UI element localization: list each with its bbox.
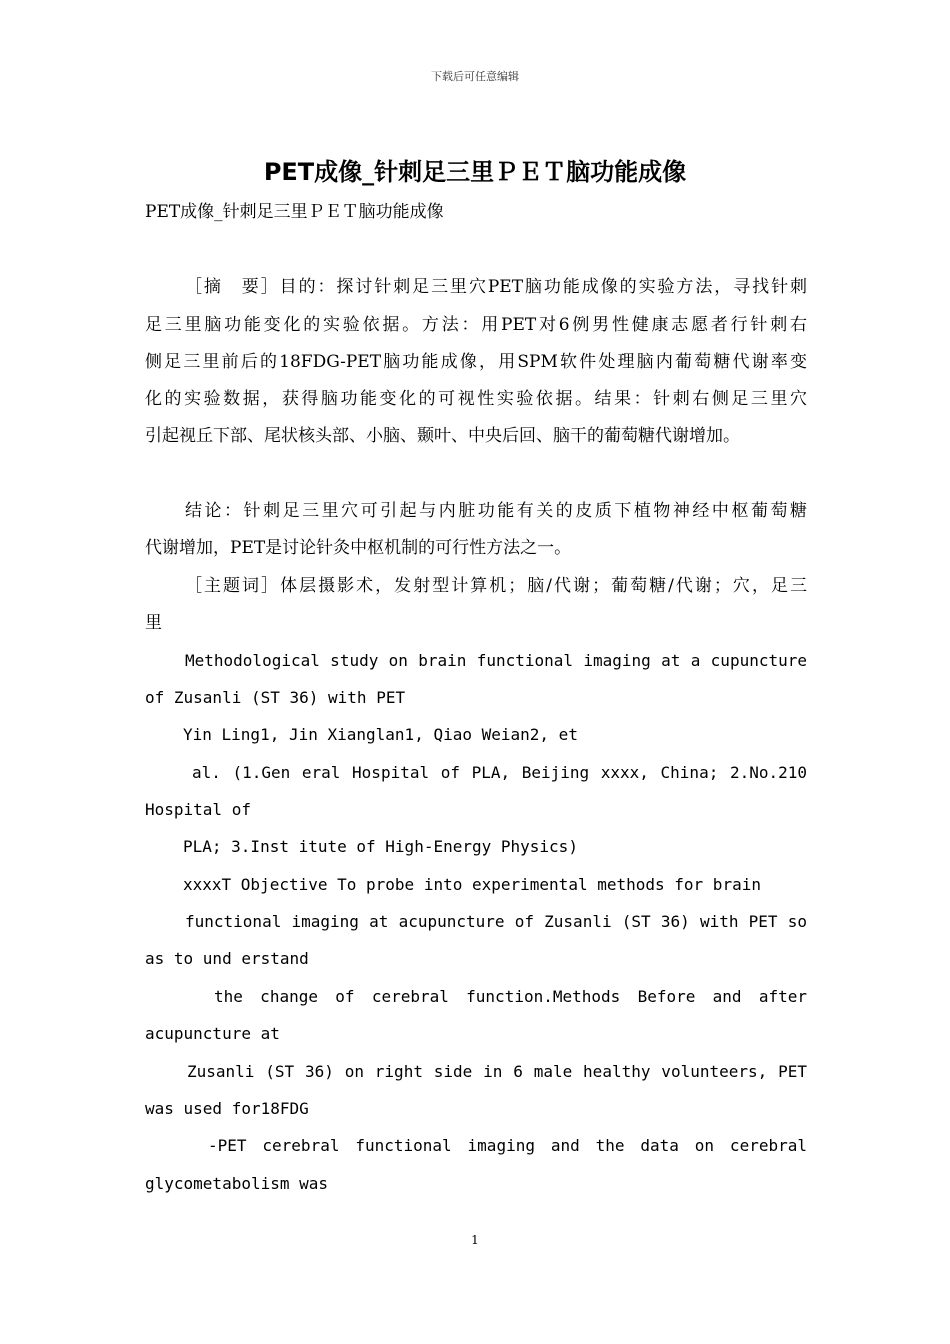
english-title-line: Methodological study on brain functional imaging at a cupuncture	[185, 651, 807, 670]
methods-line: glycometabolism was	[145, 1174, 329, 1193]
page-header: 下载后可任意编辑	[431, 70, 519, 83]
abstract-line: ［摘 要］目的：探讨针刺足三里穴PET脑功能成像的实验方法，寻找针刺	[185, 277, 807, 297]
english-title-line: of Zusanli (ST 36) with PET	[145, 688, 406, 707]
objective-line: xxxxT Objective To probe into experimental methods for brain	[183, 875, 761, 894]
page-number: 1	[471, 1233, 479, 1247]
methods-line: -PET cerebral functional imaging and the data on cerebral	[208, 1136, 807, 1155]
affiliation-line: Hospital of	[145, 800, 251, 819]
methods-line: acupuncture at	[145, 1024, 280, 1043]
methods-line: the change of cerebral function.Methods Before and after	[214, 987, 807, 1006]
conclusion-line: 结论：针刺足三里穴可引起与内脏功能有关的皮质下植物神经中枢葡萄糖	[185, 501, 807, 521]
methods-line: Zusanli (ST 36) on right side in 6 male healthy volunteers, PET	[187, 1062, 807, 1081]
keywords-line: 里	[145, 613, 162, 633]
abstract-line: 化的实验数据，获得脑功能变化的可视性实验依据。结果：针刺右侧足三里穴	[145, 389, 807, 409]
conclusion-line: 代谢增加，PET是讨论针灸中枢机制的可行性方法之一。	[145, 538, 572, 558]
document-title: PET成像_针刺足三里ＰＥＴ脑功能成像	[263, 158, 687, 186]
objective-line: as to und erstand	[145, 949, 309, 968]
authors-line: Yin Ling1, Jin Xianglan1, Qiao Weian2, et	[183, 725, 578, 744]
methods-line: was used for18FDG	[145, 1099, 309, 1118]
objective-line: functional imaging at acupuncture of Zusanli (ST 36) with PET so	[185, 912, 807, 931]
abstract-line: 足三里脑功能变化的实验依据。方法：用PET对6例男性健康志愿者行针刺右	[145, 315, 807, 335]
keywords-line: ［主题词］体层摄影术，发射型计算机；脑/代谢；葡萄糖/代谢；穴，足三	[185, 576, 807, 596]
affiliation-line: PLA; 3.Inst itute of High-Energy Physics)	[183, 837, 578, 856]
abstract-line: 引起视丘下部、尾状核头部、小脑、颞叶、中央后回、脑干的葡萄糖代谢增加。	[145, 426, 740, 446]
document-subtitle: PET成像_针刺足三里ＰＥＴ脑功能成像	[145, 202, 444, 222]
abstract-line: 侧足三里前后的18FDG-PET脑功能成像，用SPM软件处理脑内葡萄糖代谢率变	[145, 352, 807, 372]
affiliation-line: al. (1.Gen eral Hospital of PLA, Beijing xxxx, China; 2.No.210	[192, 763, 807, 782]
